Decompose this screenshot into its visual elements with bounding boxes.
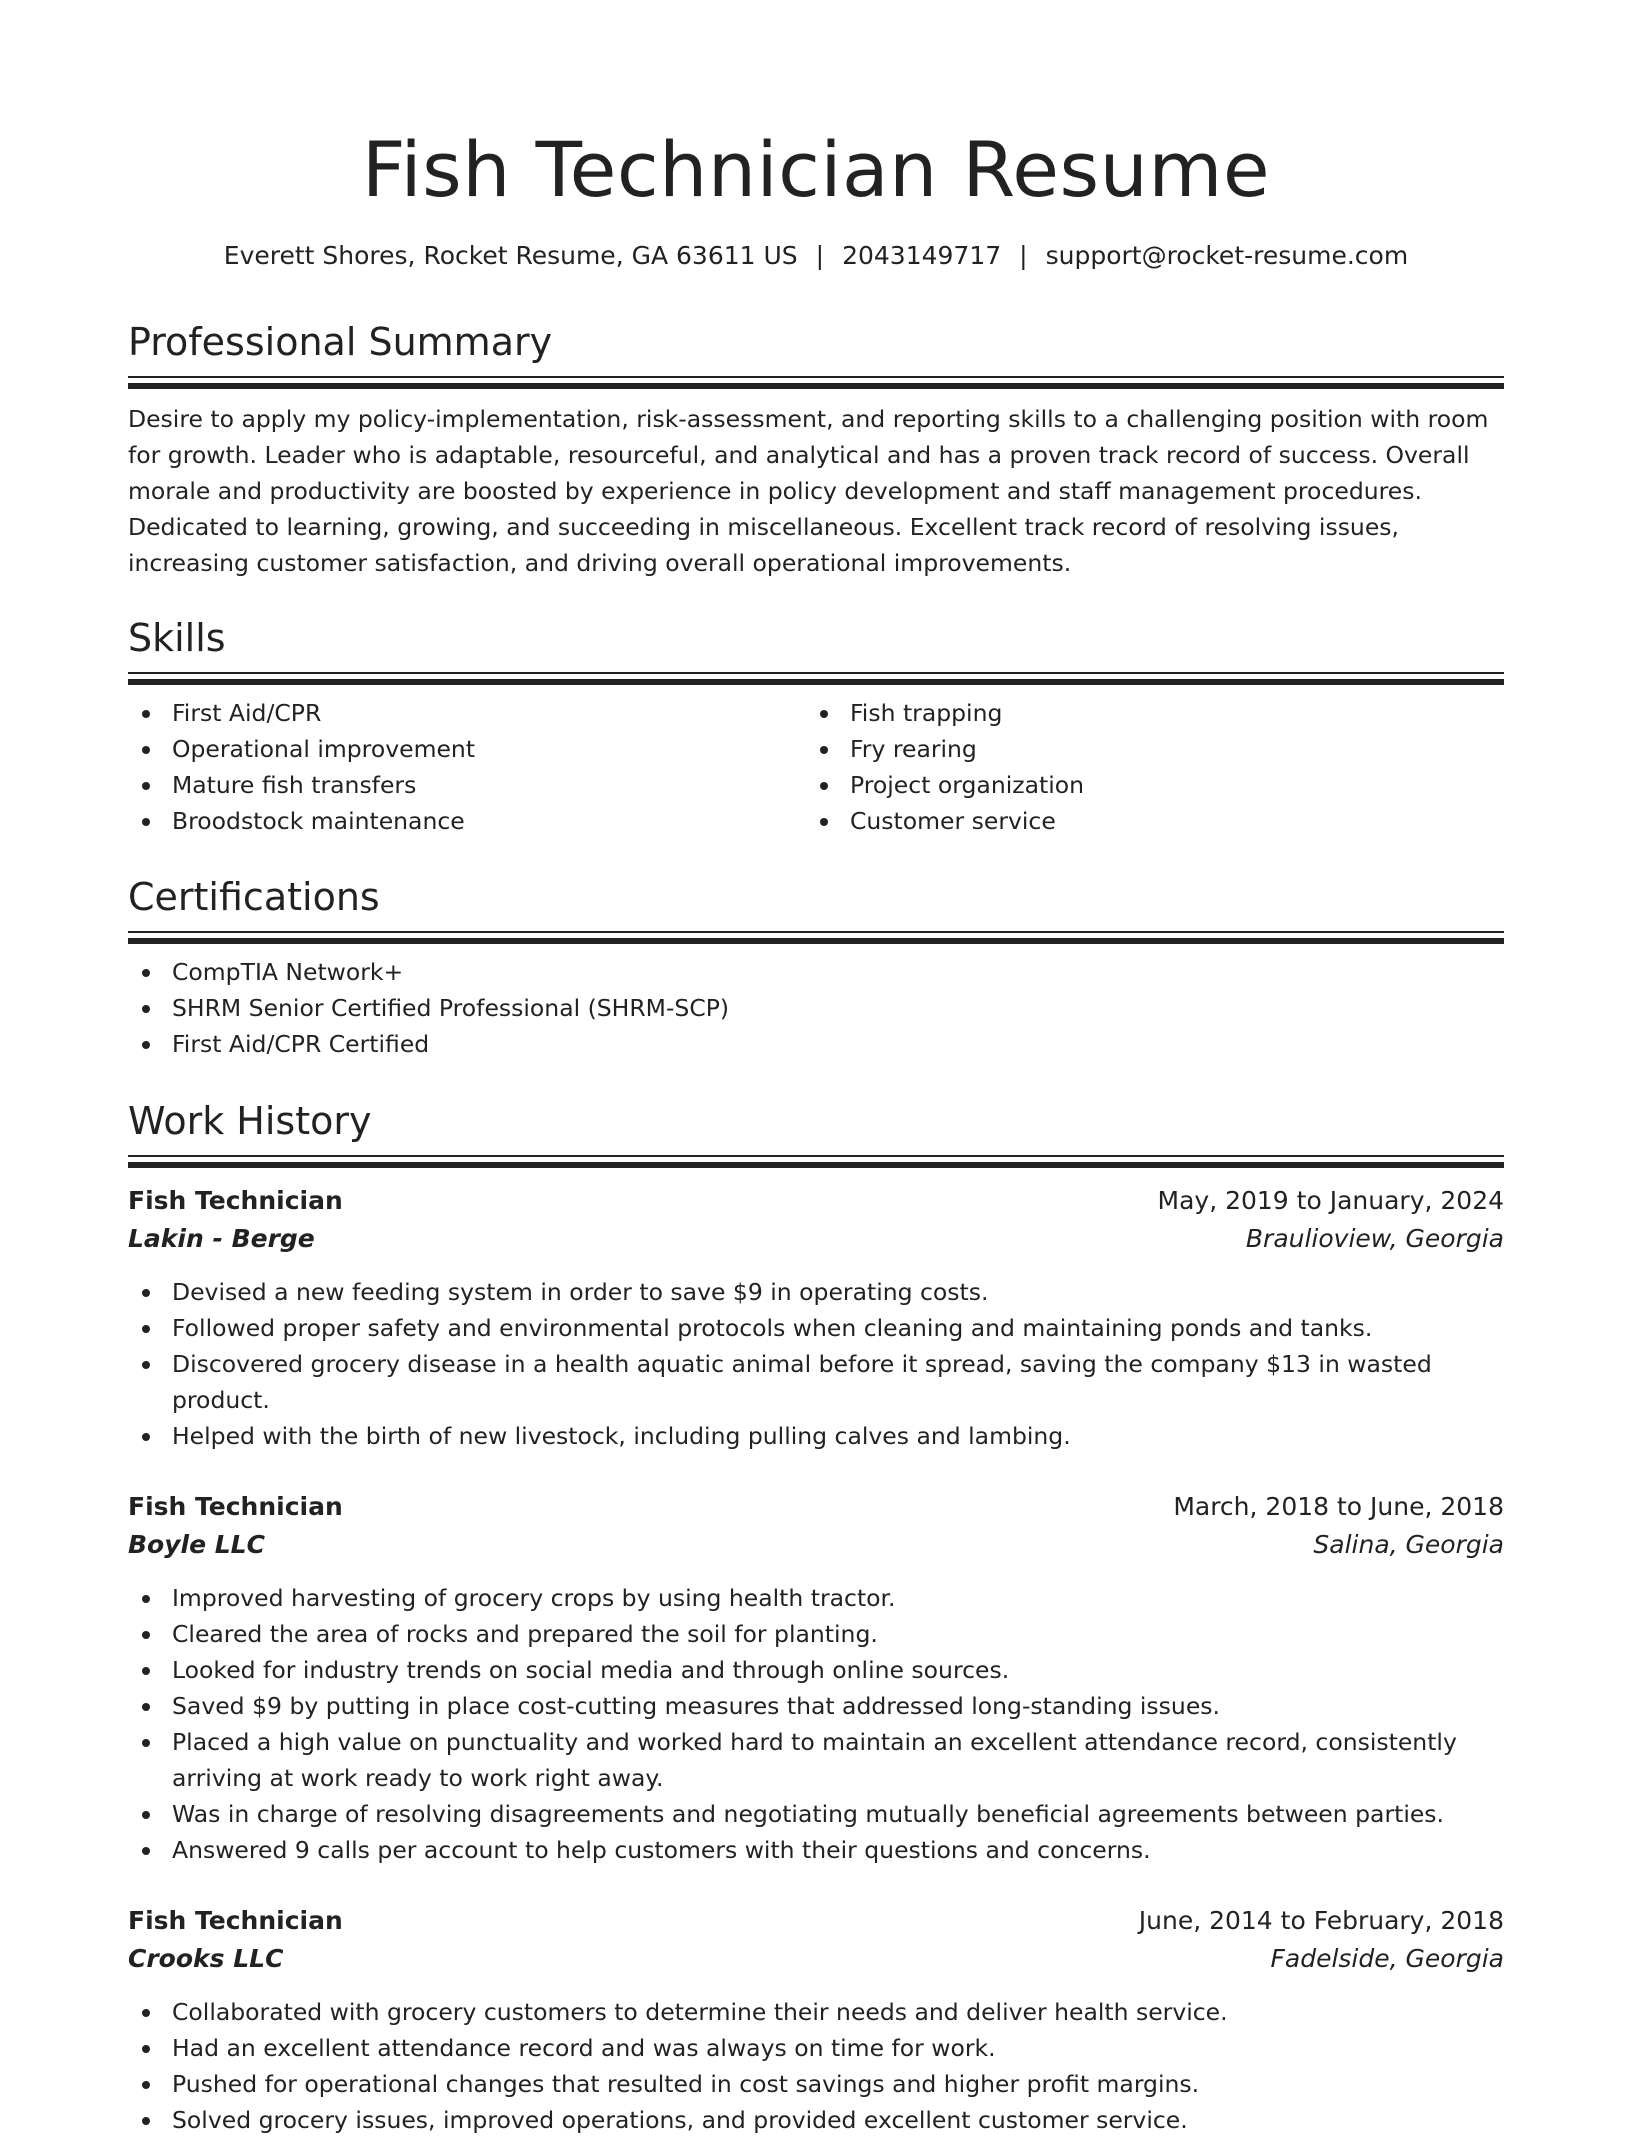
section-divider	[128, 376, 1504, 383]
skills-list-left	[128, 695, 806, 839]
job-bullet: Was in charge of resolving disagreements and negotiating mutually beneficial agreements between parties.	[128, 1796, 1504, 1832]
skill-item: Broodstock maintenance	[128, 803, 806, 839]
job-bullet: Had an excellent attendance record and was always on time for work.	[128, 2030, 1504, 2066]
job-bullet: Helped with the birth of new livestock, including pulling calves and lambing.	[128, 1418, 1504, 1454]
job-company-row	[128, 1940, 1504, 1978]
job-bullets	[128, 1580, 1504, 1868]
work-history-section	[128, 1097, 1504, 2138]
contact-email: support@rocket-resume.com	[1045, 241, 1409, 270]
job-bullet: Placed a high value on punctuality and worked hard to maintain an excellent attendance record, consistently arriving at work ready to work right away.	[128, 1724, 1504, 1796]
job-title: Fish Technician	[128, 1906, 343, 1935]
skills-list-right	[806, 695, 1484, 839]
job-dates: March, 2018 to June, 2018	[1173, 1492, 1504, 1521]
skill-item: First Aid/CPR	[128, 695, 806, 731]
job-entry	[128, 1182, 1504, 1454]
job-header-row	[128, 1902, 1504, 1940]
job-bullets	[128, 1994, 1504, 2138]
job-company-row	[128, 1220, 1504, 1258]
certification-item: SHRM Senior Certified Professional (SHRM-SCP)	[128, 990, 1504, 1026]
job-location: Fadelside, Georgia	[1270, 1944, 1504, 1973]
job-bullet: Saved $9 by putting in place cost-cutting measures that addressed long-standing issues.	[128, 1688, 1504, 1724]
contact-line	[128, 238, 1504, 274]
contact-phone: 2043149717	[842, 241, 1002, 270]
job-company: Lakin - Berge	[128, 1224, 315, 1253]
job-bullets	[128, 1274, 1504, 1454]
job-bullet: Looked for industry trends on social media and through online sources.	[128, 1652, 1504, 1688]
job-bullet: Solved grocery issues, improved operations, and provided excellent customer service.	[128, 2102, 1504, 2138]
skills-columns	[128, 695, 1504, 839]
job-bullet: Cleared the area of rocks and prepared the soil for planting.	[128, 1616, 1504, 1652]
job-location: Salina, Georgia	[1313, 1530, 1504, 1559]
job-bullet: Improved harvesting of grocery crops by using health tractor.	[128, 1580, 1504, 1616]
certifications-section	[128, 873, 1504, 1062]
summary-text: Desire to apply my policy-implementation, risk-assessment, and reporting skills to a challenging position with room for growth. Leader who is adaptable, resourceful, and analytical and has a proven track record of success. Overall morale and productivity are boosted by experience in policy development and staff management procedures. Dedicated to learning, growing, and succeeding in miscellaneous. Excellent track record of resolving issues, increasing customer satisfaction, and driving overall operational improvements.	[128, 405, 1489, 577]
section-divider	[128, 931, 1504, 938]
certifications-heading: Certifications	[128, 875, 380, 919]
skills-heading: Skills	[128, 616, 226, 660]
certification-item: CompTIA Network+	[128, 954, 1504, 990]
contact-address: Everett Shores, Rocket Resume, GA 63611 US	[223, 241, 798, 270]
skill-item: Fish trapping	[806, 695, 1484, 731]
resume-title: Fish Technician Resume	[361, 125, 1271, 214]
skill-item: Customer service	[806, 803, 1484, 839]
skill-item: Mature fish transfers	[128, 767, 806, 803]
skills-section	[128, 614, 1504, 839]
job-bullet: Answered 9 calls per account to help customers with their questions and concerns.	[128, 1832, 1504, 1868]
job-company: Boyle LLC	[128, 1530, 265, 1559]
skill-item: Fry rearing	[806, 731, 1484, 767]
job-company-row	[128, 1526, 1504, 1564]
job-bullet: Devised a new feeding system in order to save $9 in operating costs.	[128, 1274, 1504, 1310]
certification-item: First Aid/CPR Certified	[128, 1026, 1504, 1062]
job-title: Fish Technician	[128, 1492, 343, 1521]
job-title: Fish Technician	[128, 1186, 343, 1215]
job-company: Crooks LLC	[128, 1944, 284, 1973]
skill-item: Operational improvement	[128, 731, 806, 767]
job-entry	[128, 1902, 1504, 2138]
job-dates: May, 2019 to January, 2024	[1157, 1186, 1504, 1215]
section-divider	[128, 1155, 1504, 1162]
work-history-heading: Work History	[128, 1099, 372, 1143]
job-location: Braulioview, Georgia	[1245, 1224, 1504, 1253]
summary-section	[128, 318, 1504, 581]
job-entry	[128, 1488, 1504, 1868]
job-bullet: Collaborated with grocery customers to determine their needs and deliver health service.	[128, 1994, 1504, 2030]
summary-heading: Professional Summary	[128, 320, 553, 364]
contact-separator: |	[1019, 241, 1028, 270]
job-dates: June, 2014 to February, 2018	[1138, 1906, 1504, 1935]
job-header-row	[128, 1488, 1504, 1526]
skill-item: Project organization	[806, 767, 1484, 803]
job-bullet: Followed proper safety and environmental protocols when cleaning and maintaining ponds and tanks.	[128, 1310, 1504, 1346]
certifications-list	[128, 954, 1504, 1062]
job-header-row	[128, 1182, 1504, 1220]
job-bullet: Pushed for operational changes that resulted in cost savings and higher profit margins.	[128, 2066, 1504, 2102]
job-bullet: Discovered grocery disease in a health aquatic animal before it spread, saving the company $13 in wasted product.	[128, 1346, 1504, 1418]
contact-separator: |	[815, 241, 825, 270]
section-divider	[128, 672, 1504, 679]
